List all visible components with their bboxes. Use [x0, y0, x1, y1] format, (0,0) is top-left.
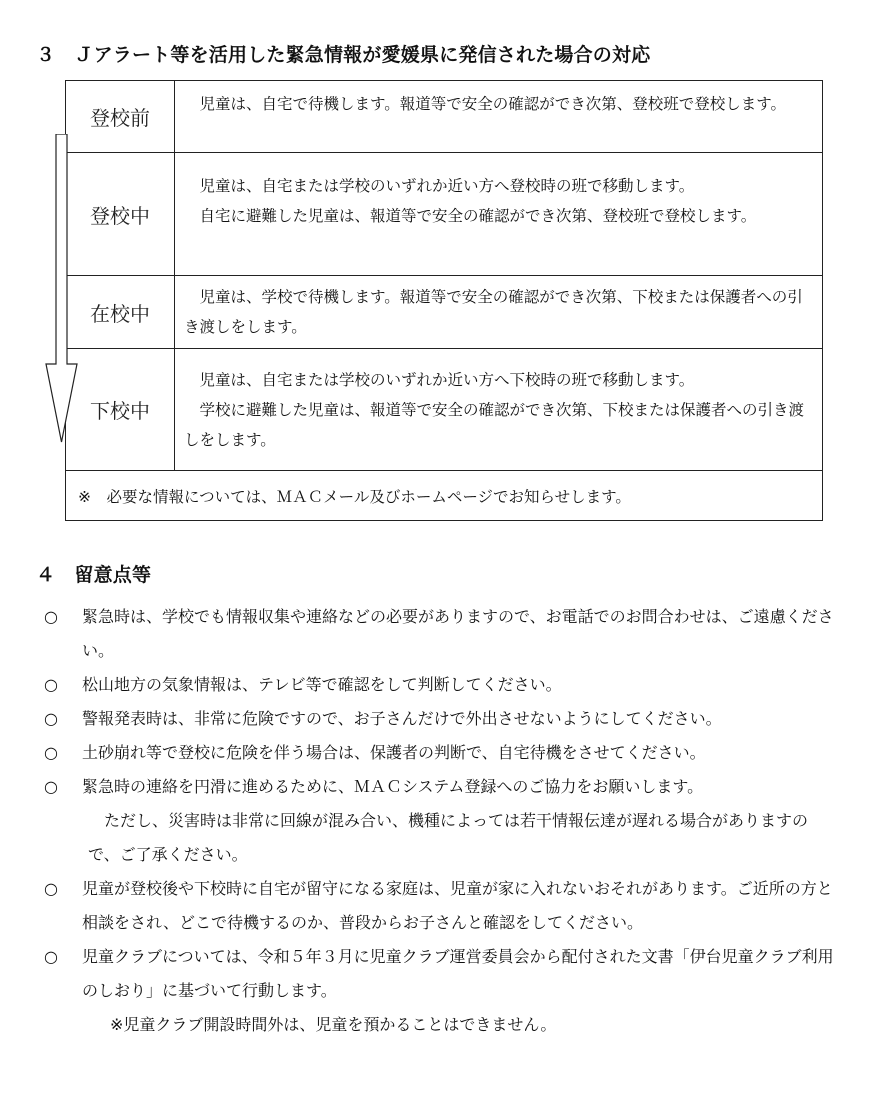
list-item: [44, 940, 834, 1008]
table-row-before-school: [66, 81, 822, 153]
row-paragraph: 児童は、自宅または学校のいずれか近い方へ下校時の班で移動します。: [199, 371, 695, 389]
bullet-icon: ○: [44, 607, 58, 626]
response-table: [65, 80, 823, 521]
row-label: 在校中: [66, 276, 175, 348]
row-label: 登校前: [66, 81, 175, 152]
bullet-icon: ○: [44, 743, 58, 762]
notes-list: [44, 600, 834, 1042]
table-row-commuting-home: [66, 349, 822, 471]
list-item: [44, 770, 834, 804]
row-paragraph: 児童は、学校で待機します。報道等で安全の確認ができ次第、下校または保護者への引き渡しをします。: [184, 288, 803, 336]
table-note: ※ 必要な情報については、ＭＡＣメール及びホームページでお知らせします。: [78, 487, 631, 506]
row-label: 下校中: [66, 349, 175, 470]
row-content: [176, 153, 816, 275]
list-item-text: 松山地方の気象情報は、テレビ等で確認をして判断してください。: [82, 675, 562, 694]
list-item-text: 警報発表時は、非常に危険ですので、お子さんだけで外出させないようにしてください。: [82, 709, 722, 728]
bullet-icon: ○: [44, 879, 58, 898]
row-paragraph: 自宅に避難した児童は、報道等で安全の確認ができ次第、登校班で登校します。: [199, 207, 757, 225]
bullet-icon: ○: [44, 675, 58, 694]
list-item: [44, 600, 834, 668]
row-paragraph: 児童は、自宅で待機します。報道等で安全の確認ができ次第、登校班で登校します。: [199, 95, 787, 113]
row-paragraph: 学校に避難した児童は、報道等で安全の確認ができ次第、下校または保護者への引き渡しをします。: [184, 401, 805, 449]
bullet-icon: ○: [44, 709, 58, 728]
list-item-subnote: ただし、災害時は非常に回線が混み合い、機種によっては若干情報伝達が遅れる場合がありますので、ご了承ください。: [88, 811, 809, 864]
row-content: [176, 276, 816, 348]
row-paragraph: 児童は、自宅または学校のいずれか近い方へ登校時の班で移動します。: [199, 177, 695, 195]
section4-heading: ４ 留意点等: [36, 564, 152, 586]
row-content: [176, 81, 816, 152]
list-item-text: 緊急時の連絡を円滑に進めるために、ＭＡＣシステム登録へのご協力をお願いします。: [82, 777, 704, 796]
list-item-text: 児童が登校後や下校時に自宅が留守になる家庭は、児童が家に入れないおそれがあります。ご近所の方と相談をされ、どこで待機するのか、普段からお子さんと確認をしてください。: [82, 879, 833, 932]
table-row-at-school: [66, 276, 822, 349]
row-label: 登校中: [66, 153, 175, 275]
list-item: [44, 702, 834, 736]
list-item: [44, 668, 834, 702]
table-row-commuting-to-school: [66, 153, 822, 276]
section3-heading: ３ Ｊアラート等を活用した緊急情報が愛媛県に発信された場合の対応: [36, 44, 651, 66]
list-item-subnote: ※児童クラブ開設時間外は、児童を預かることはできません。: [110, 1015, 557, 1034]
list-item-text: 緊急時は、学校でも情報収集や連絡などの必要がありますので、お電話でのお問合わせは、ご遠慮ください。: [82, 607, 834, 660]
list-item-text: 児童クラブについては、令和５年３月に児童クラブ運営委員会から配付された文書「伊台児童クラブ利用のしおり」に基づいて行動します。: [82, 947, 834, 1000]
list-item: [44, 872, 834, 940]
list-item-text: 土砂崩れ等で登校に危険を伴う場合は、保護者の判断で、自宅待機をさせてください。: [82, 743, 706, 762]
row-content: [176, 349, 816, 470]
bullet-icon: ○: [44, 947, 58, 966]
list-item: [44, 736, 834, 770]
bullet-icon: ○: [44, 777, 58, 796]
